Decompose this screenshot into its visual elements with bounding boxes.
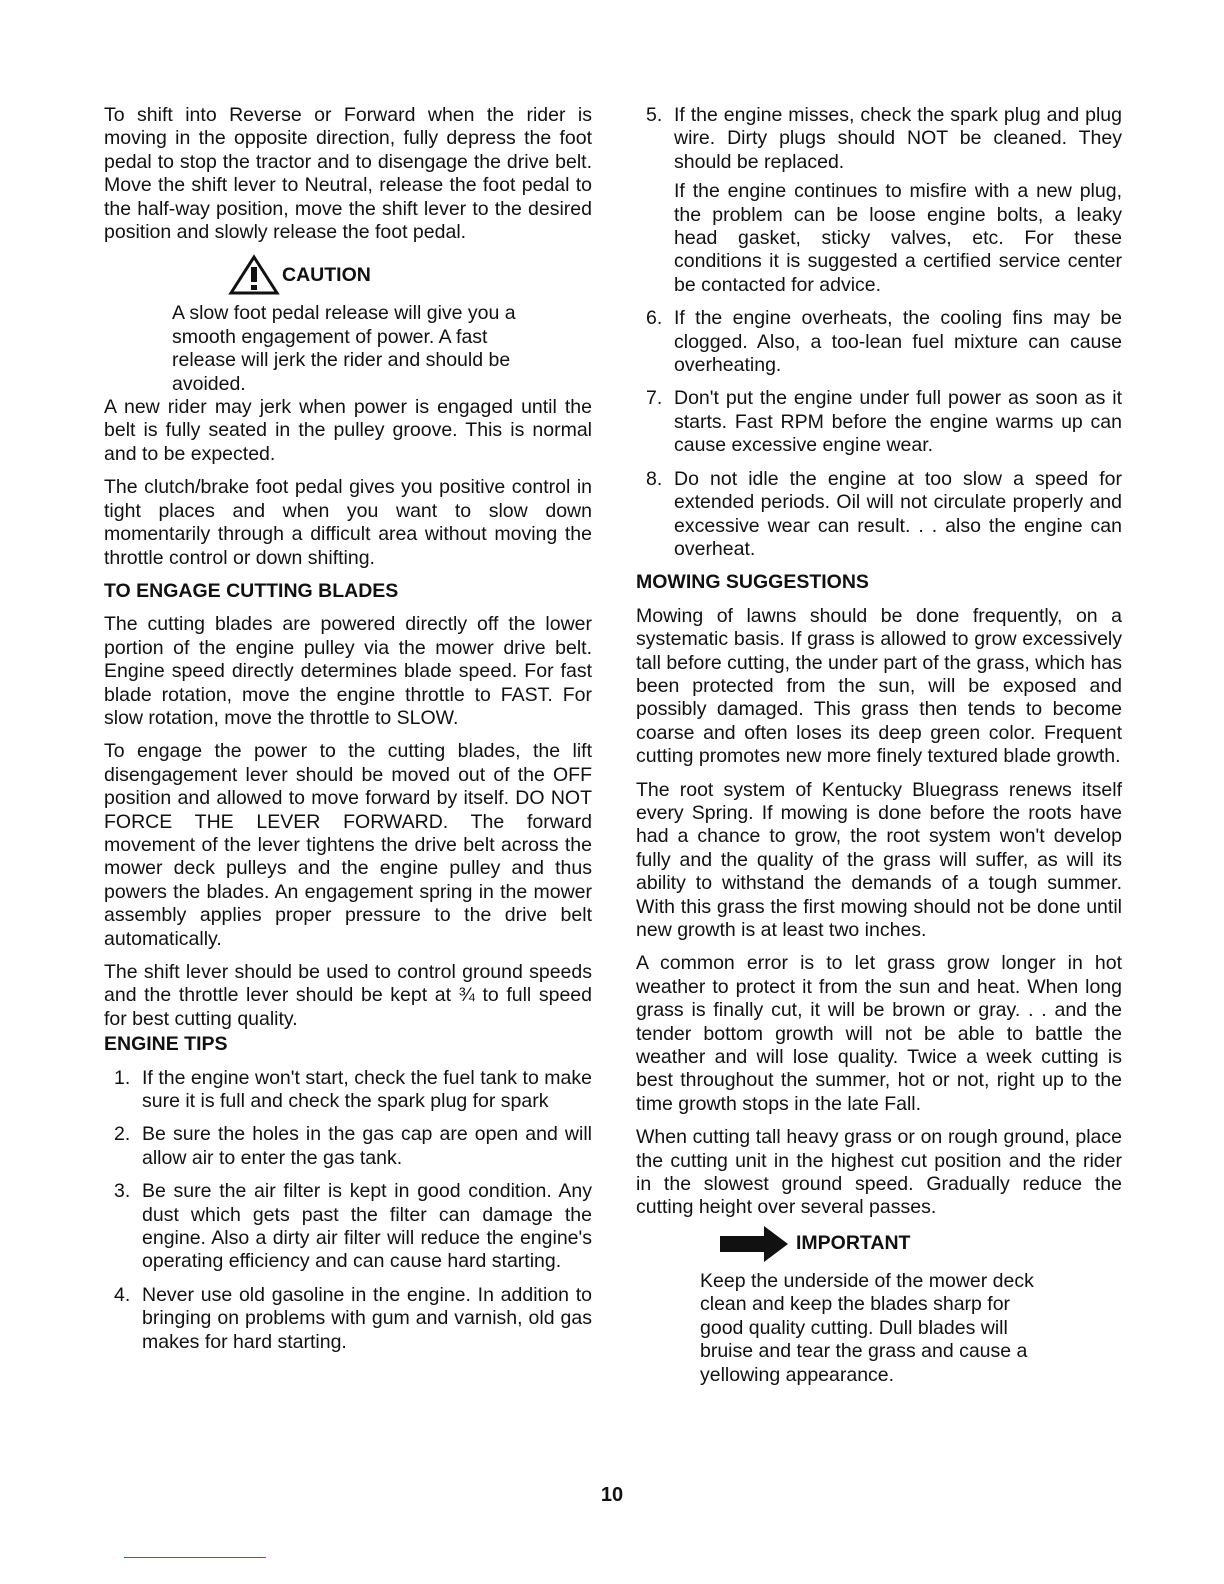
engage-paragraph-2: To engage the power to the cutting blades, the lift disengagement lever should be moved out of the OFF position and allowed to move forward by itself. DO NOT FORCE THE LEVER FORWARD. The forward movement of the lever tightens the drive belt across the mower deck pulleys and the engine pulley and thus powers the blades. An engagement spring in the mower assembly applies proper pressure to the drive belt automatically. bbox=[104, 740, 592, 950]
engage-paragraph-1: The cutting blades are powered directly off the lower portion of the engine pulley via the mower drive belt. Engine speed directly determines blade speed. For fast blade rotation, move the engine throttle to FAST. For slow rotation, move the throttle to SLOW. bbox=[104, 613, 592, 729]
right-column bbox=[636, 104, 1122, 1397]
important-header bbox=[720, 1224, 1122, 1264]
list-item-extra-text: If the engine continues to misfire with a new plug, the problem can be loose engine bolts, a leaky head gasket, sticky valves, etc. For these conditions it is suggested a certified service center be contacted for advice. bbox=[674, 180, 1122, 296]
engage-blades-heading: TO ENGAGE CUTTING BLADES bbox=[104, 579, 399, 602]
list-item bbox=[636, 104, 1122, 297]
list-item bbox=[636, 468, 1122, 562]
engine-tips-list-left bbox=[104, 1067, 592, 1354]
list-number: 4. bbox=[114, 1283, 131, 1306]
important-title: IMPORTANT bbox=[796, 1232, 911, 1255]
page-number: 10 bbox=[600, 1484, 624, 1506]
list-number: 2. bbox=[114, 1123, 131, 1146]
list-item-text: Do not idle the engine at too slow a speed for extended periods. Oil will not circulate properly and excessive wear can result. . . also the engine can overheat. bbox=[674, 467, 1122, 560]
list-item-text: If the engine overheats, the cooling fins may be clogged. Also, a too-lean fuel mixture can cause overheating. bbox=[674, 307, 1122, 377]
reverse-forward-paragraph: To shift into Reverse or Forward when the rider is moving in the opposite direction, fully depress the foot pedal to stop the tractor and to disengage the drive belt. Move the shift lever to Neutral, release the foot pedal to the half-way position, move the shift lever to the desired position and slowly release the foot pedal. bbox=[104, 104, 592, 244]
list-item bbox=[104, 1123, 592, 1170]
list-item-text: If the engine won't start, check the fuel tank to make sure it is full and check the spark plug for spark bbox=[142, 1066, 592, 1113]
list-item bbox=[104, 1180, 592, 1274]
list-item-text: Be sure the air filter is kept in good condition. Any dust which gets past the filter can damage the engine. Also a dirty air filter will reduce the engine's operating efficiency and can cause hard starting. bbox=[142, 1180, 592, 1273]
list-item bbox=[104, 1284, 592, 1354]
mowing-paragraph-4: When cutting tall heavy grass or on rough ground, place the cutting unit in the highest cut position and the rider in the slowest ground speed. Gradually reduce the cutting height over several passes. bbox=[636, 1126, 1122, 1219]
caution-text: A slow foot pedal release will give you a smooth engagement of power. A fast release will jerk the rider and should be avoided. bbox=[172, 302, 516, 395]
list-item-text: Don't put the engine under full power as soon as it starts. Fast RPM before the engine warms up can cause excessive engine wear. bbox=[674, 387, 1122, 457]
divider bbox=[124, 1557, 266, 1558]
warning-triangle-icon bbox=[228, 254, 280, 296]
mowing-paragraph-1: Mowing of lawns should be done frequently, on a systematic basis. If grass is allowed to grow excessively tall before cutting, the under part of the grass, which has been protected from the sun, will be exposed and possibly damaged. This grass then tends to become coarse and often loses its deep green color. Frequent cutting promotes new more finely textured blade growth. bbox=[636, 604, 1122, 768]
list-item-text: If the engine misses, check the spark plug and plug wire. Dirty plugs should NOT be cleaned. They should be replaced. bbox=[674, 104, 1122, 173]
list-number: 6. bbox=[646, 307, 663, 330]
list-number: 8. bbox=[646, 467, 663, 490]
important-text: Keep the underside of the mower deck clean and keep the blades sharp for good quality cutting. Dull blades will bruise and tear the grass and cause a yellowing appearance. bbox=[700, 1269, 1034, 1386]
clutch-brake-paragraph: The clutch/brake foot pedal gives you positive control in tight places and when you want to slow down momentarily through a difficult area without moving the throttle control or down shifting. bbox=[104, 476, 592, 569]
list-item-text: Be sure the holes in the gas cap are open and will allow air to enter the gas tank. bbox=[142, 1123, 592, 1169]
mowing-paragraph-2: The root system of Kentucky Bluegrass renews itself every Spring. If mowing is done before the roots have had a chance to grow, the root system won't develop fully and the quality of the grass will suffer, as will its ability to withstand the demands of a tough summer. With this grass the first mowing should not be done until new growth is at least two inches. bbox=[636, 778, 1122, 941]
engine-tips-heading: ENGINE TIPS bbox=[104, 1033, 228, 1056]
list-item bbox=[636, 387, 1122, 457]
arrow-right-icon bbox=[720, 1224, 790, 1264]
list-number: 5. bbox=[646, 104, 663, 126]
caution-title: CAUTION bbox=[282, 263, 371, 286]
list-item bbox=[104, 1067, 592, 1114]
left-column bbox=[104, 104, 592, 1364]
engage-paragraph-3: The shift lever should be used to control ground speeds and the throttle lever should be kept at ¾ to full speed for best cutting quality. bbox=[104, 961, 592, 1030]
new-rider-paragraph: A new rider may jerk when power is engaged until the belt is fully seated in the pulley groove. This is normal and to be expected. bbox=[104, 396, 592, 465]
list-item-text: Never use old gasoline in the engine. In addition to bringing on problems with gum and varnish, old gas makes for hard starting. bbox=[142, 1283, 592, 1353]
engine-tips-list-right bbox=[636, 104, 1122, 561]
mowing-suggestions-heading: MOWING SUGGESTIONS bbox=[636, 571, 869, 594]
list-number: 1. bbox=[114, 1066, 131, 1089]
mowing-paragraph-3: A common error is to let grass grow longer in hot weather to protect it from the sun and heat. When long grass is finally cut, it will be brown or gray. . . and the tender bottom growth will not be able to battle the weather and will lose quality. Twice a week cutting is best throughout the summer, hot or not, right up to the time growth stops in the late Fall. bbox=[636, 952, 1122, 1115]
list-number: 3. bbox=[114, 1180, 131, 1203]
list-item bbox=[636, 307, 1122, 377]
list-number: 7. bbox=[646, 387, 663, 410]
caution-header bbox=[228, 254, 592, 296]
